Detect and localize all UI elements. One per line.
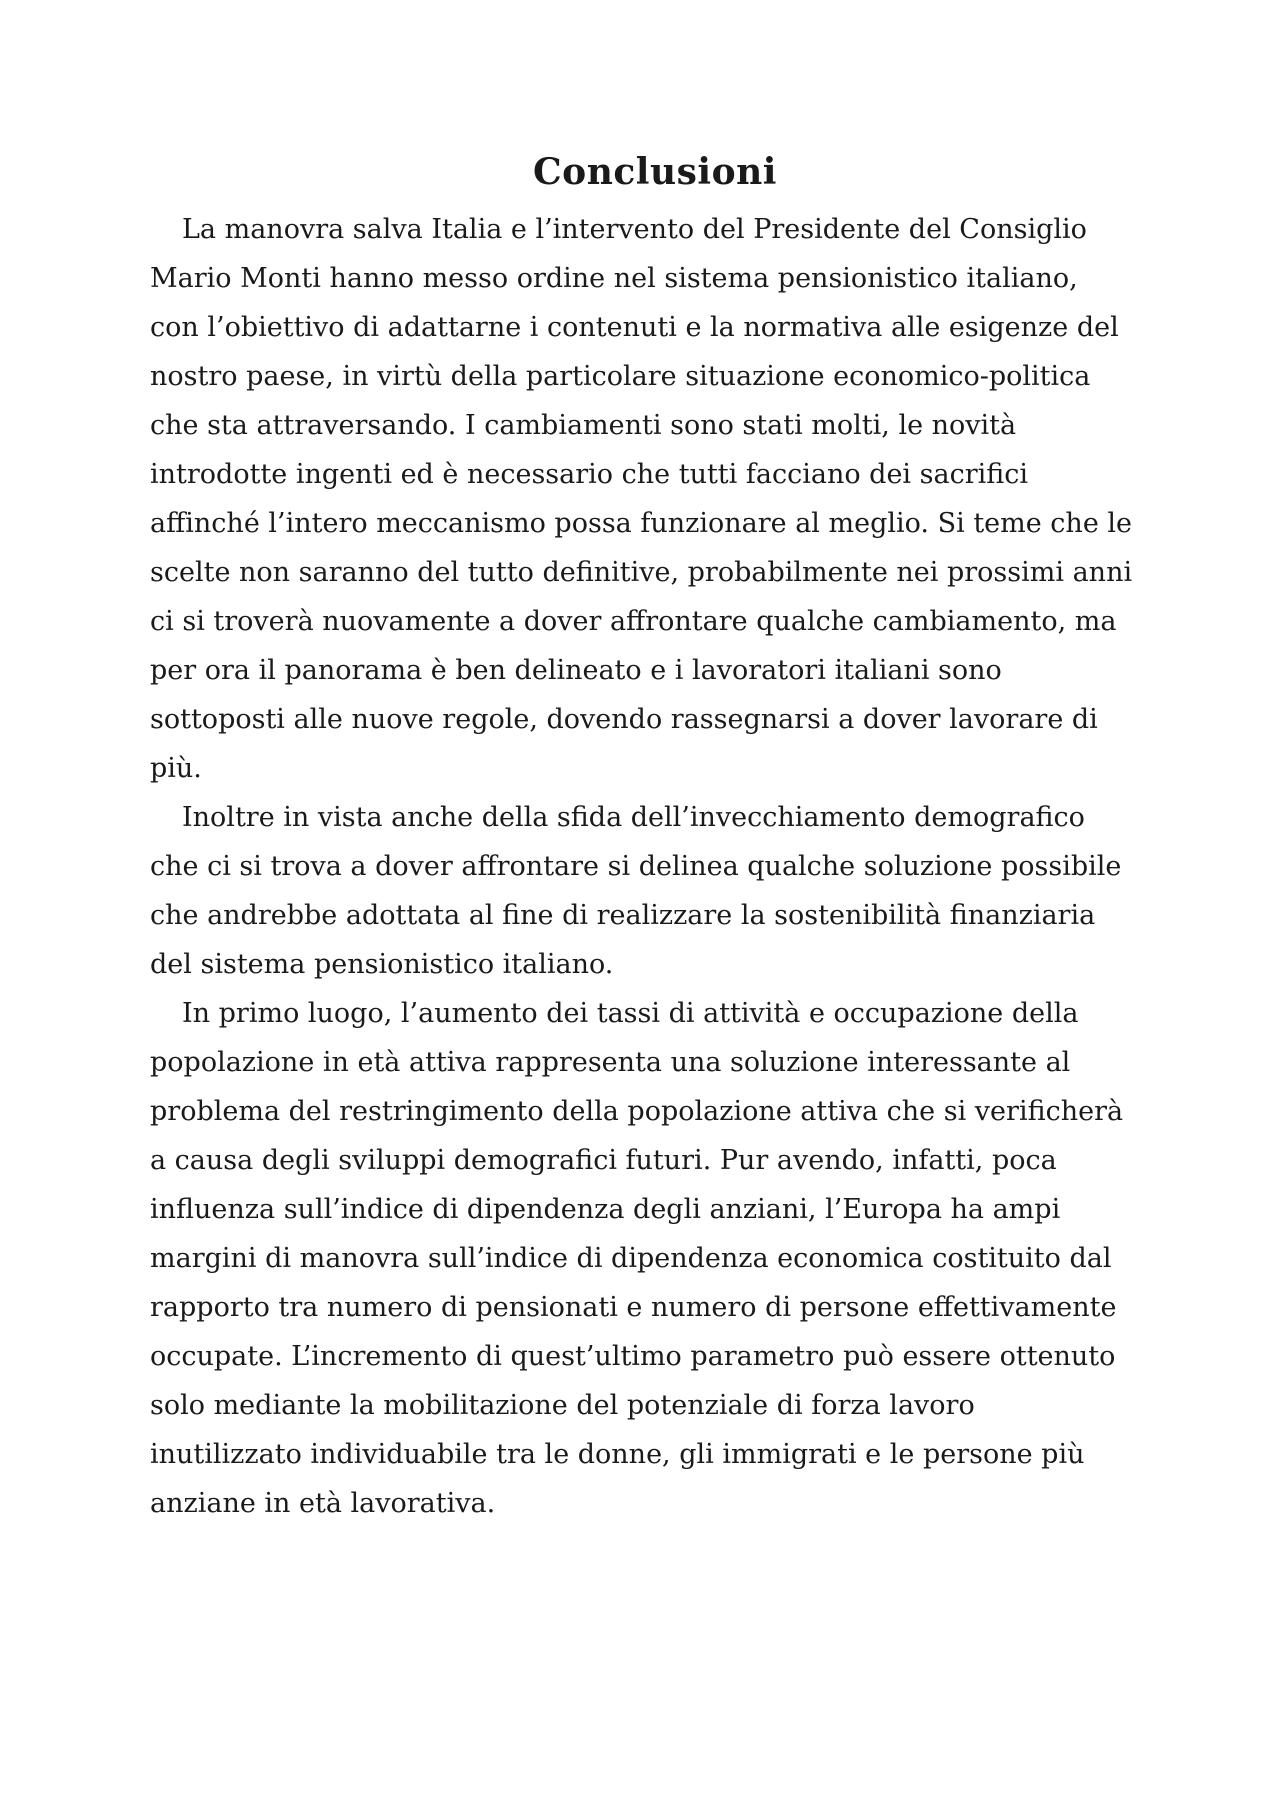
paragraph: Inoltre in vista anche della sfida dell’invecchiamento demografico che ci si trova a dover affrontare si delinea qualche soluzione possibile che andrebbe adottata al fine di realizzare la sostenibilità finanziaria del sistema pensionistico italiano. (150, 802, 1122, 980)
paragraph: La manovra salva Italia e l’intervento del Presidente del Consiglio Mario Monti hanno messo ordine nel sistema pensionistico italiano, con l’obiettivo di adattarne i contenuti e la normativa alle esigenze del nostro paese, in virtù della particolare situazione economico-politica che sta attraversando. I cambiamenti sono stati molti, le novità introdotte ingenti ed è necessario che tutti facciano dei sacrifici affinché l’intero meccanismo possa funzionare al meglio. Si teme che le scelte non saranno del tutto definitive, probabilmente nei prossimi anni ci si troverà nuovamente a dover affrontare qualche cambiamento, ma per ora il panorama è ben delineato e i lavoratori italiani sono sottoposti alle nuove regole, dovendo rassegnarsi a dover lavorare di più. (150, 214, 1133, 784)
document-body (150, 205, 1135, 1528)
page-title: Conclusioni (533, 151, 777, 193)
paragraph: In primo luogo, l’aumento dei tassi di attività e occupazione della popolazione in età attiva rappresenta una soluzione interessante al problema del restringimento della popolazione attiva che si verificherà a causa degli sviluppi demografici futuri. Pur avendo, infatti, poca influenza sull’indice di dipendenza degli anziani, l’Europa ha ampi margini di manovra sull’indice di dipendenza economica costituito dal rapporto tra numero di pensionati e numero di persone effettivamente occupate. L’incremento di quest’ultimo parametro può essere ottenuto solo mediante la mobilitazione del potenziale di forza lavoro inutilizzato individuabile tra le donne, gli immigrati e le persone più anziane in età lavorativa. (150, 998, 1124, 1519)
